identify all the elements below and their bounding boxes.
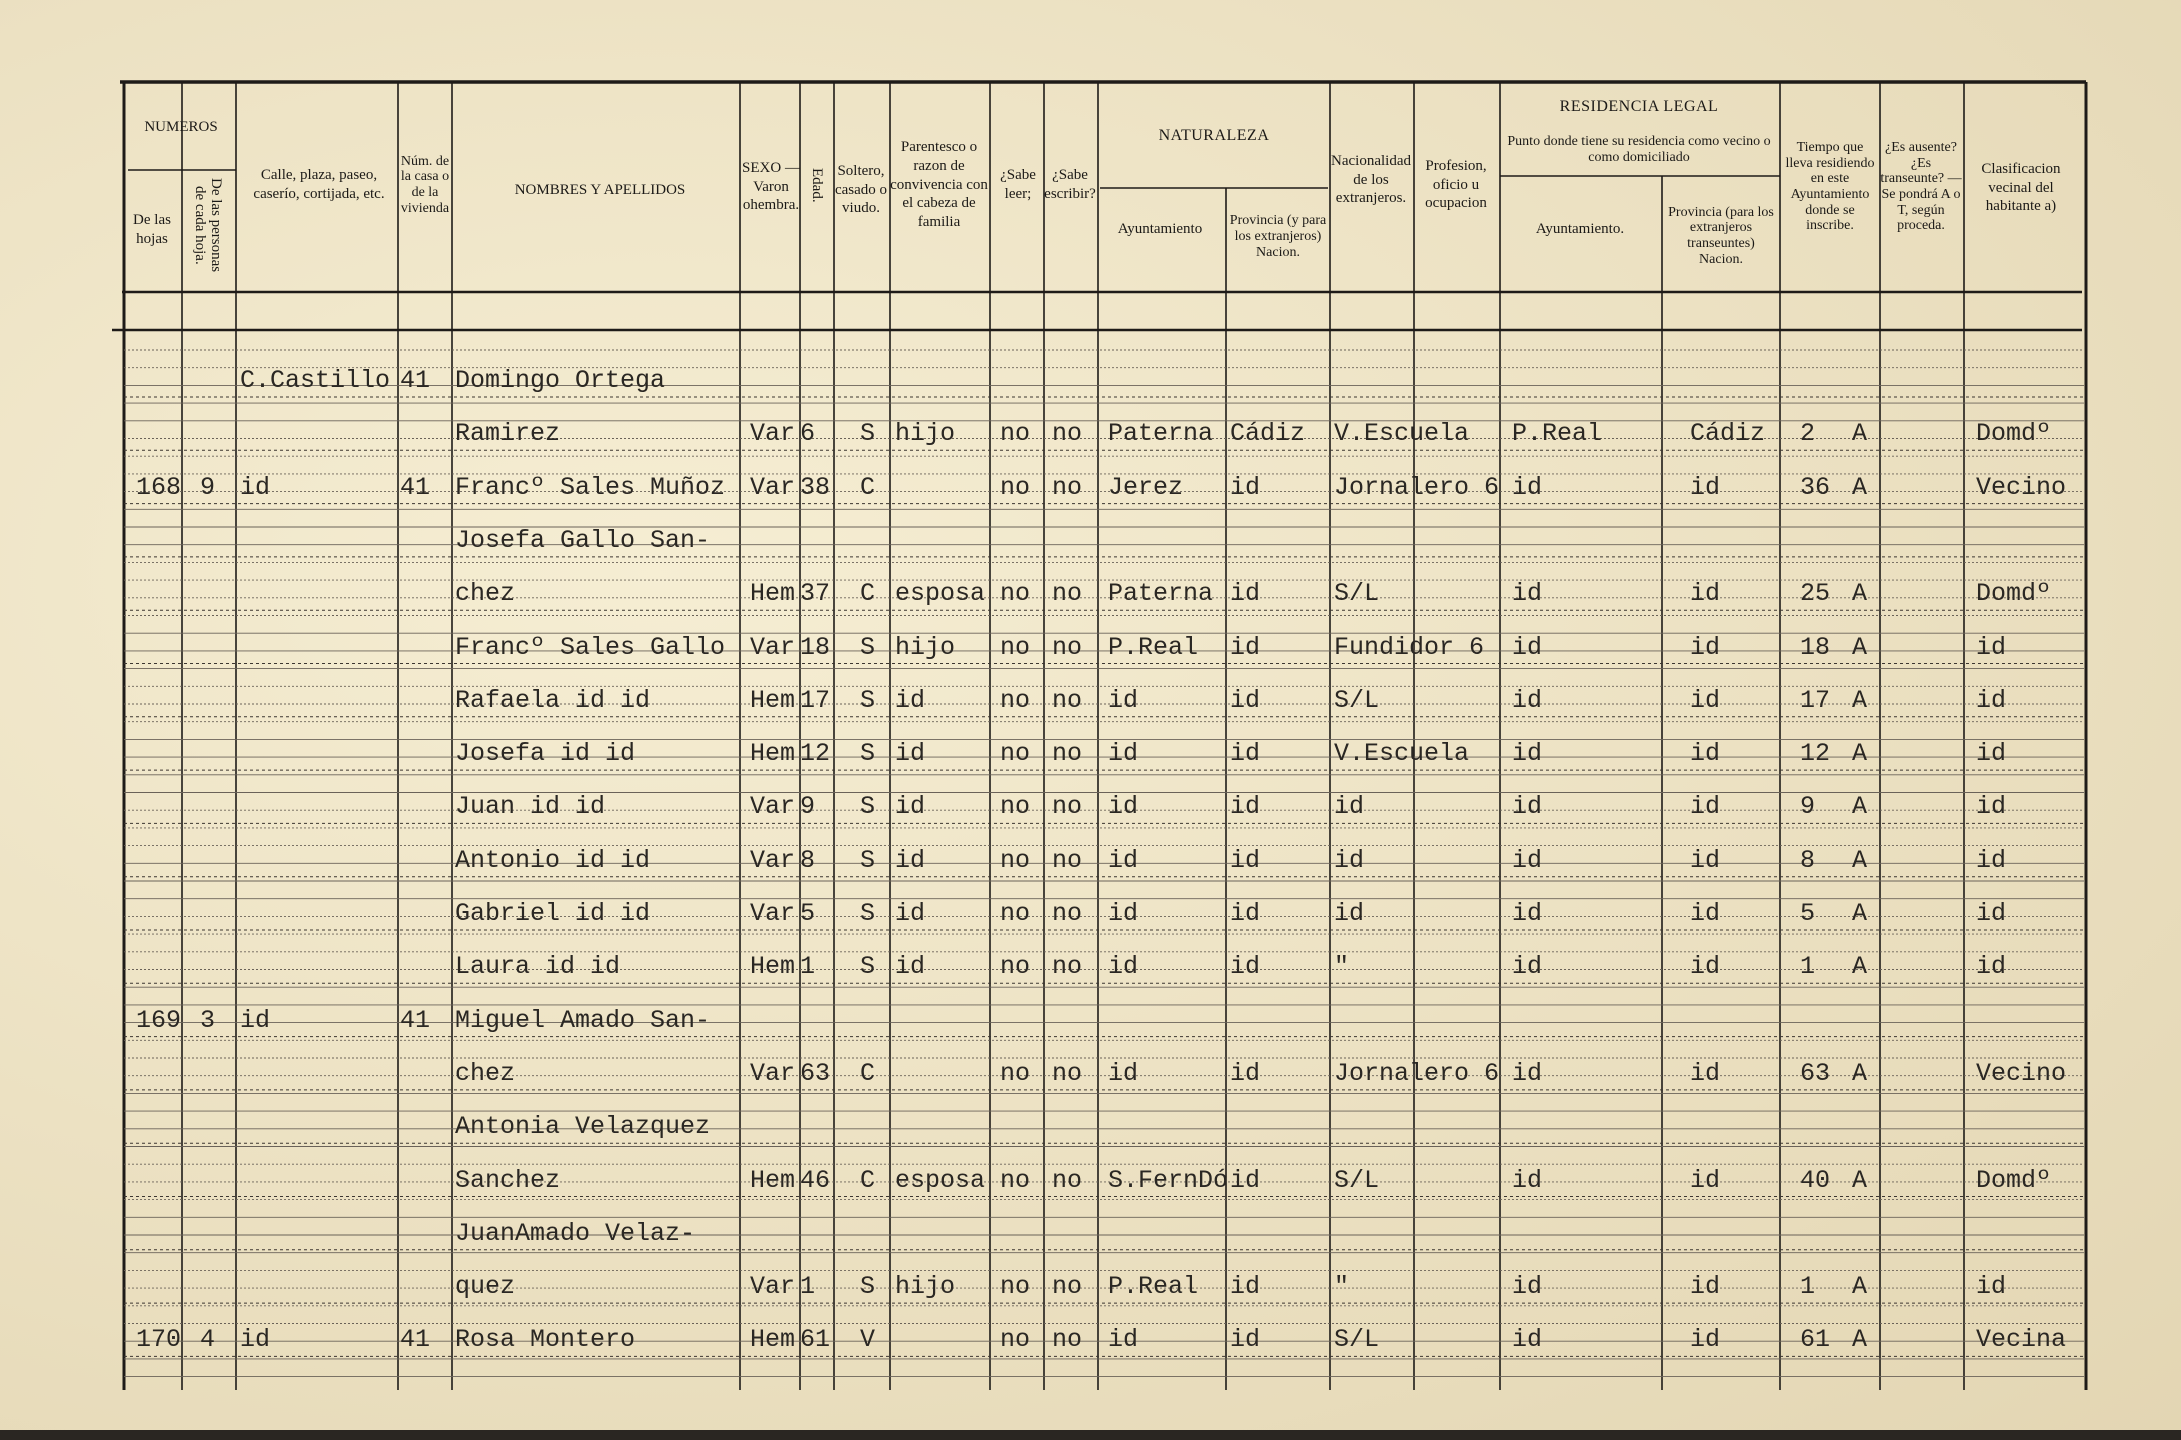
cell-num: 41 <box>400 1325 431 1355</box>
cell-edad: 46 <box>800 1165 831 1195</box>
cell-estado: V <box>860 1325 876 1355</box>
cell-res_prov: id <box>1690 792 1721 822</box>
cell-escribir: no <box>1052 739 1083 769</box>
cell-res_ayto: id <box>1512 739 1543 769</box>
cell-nat_prov: Cádiz <box>1230 419 1306 449</box>
cell-tiempo: 1 <box>1800 952 1816 982</box>
cell-edad: 12 <box>800 739 831 769</box>
cell-nombre: Josefa Gallo San- <box>455 525 711 555</box>
cell-parentesco: id <box>895 685 926 715</box>
cell-edad: 37 <box>800 579 831 609</box>
header-residencia-sub: Punto donde tiene su residencia como vecino o como domiciliado <box>1507 134 1771 165</box>
cell-res_ayto: id <box>1512 472 1543 502</box>
cell-profesion: Jornalero 6 <box>1334 472 1500 502</box>
header-ausente: ¿Es ausente? ¿Es transeunte? — Se pondrá A o T, según proceda. <box>1880 139 1962 234</box>
cell-nat_prov: id <box>1230 1325 1261 1355</box>
cell-parentesco: id <box>895 792 926 822</box>
cell-profesion: S/L <box>1334 579 1380 609</box>
header-sabe-escribir: ¿Sabe escribir? <box>1044 167 1096 202</box>
cell-nat_ayto: P.Real <box>1108 1272 1199 1302</box>
cell-clasif: id <box>1976 685 2007 715</box>
cell-leer: no <box>1000 792 1031 822</box>
cell-res_ayto: id <box>1512 1325 1543 1355</box>
cell-nat_prov: id <box>1230 952 1261 982</box>
cell-nat_ayto: id <box>1108 1325 1139 1355</box>
cell-nombre: quez <box>455 1272 516 1302</box>
cell-profesion: id <box>1334 845 1365 875</box>
cell-clasif: id <box>1976 792 2007 822</box>
cell-sexo: Var <box>750 792 796 822</box>
cell-sexo: Hem <box>750 1325 796 1355</box>
cell-ausente: A <box>1852 845 1868 875</box>
cell-profesion: S/L <box>1334 1325 1380 1355</box>
cell-sexo: Var <box>750 899 796 928</box>
cell-leer: no <box>1000 1272 1031 1302</box>
cell-res_prov: id <box>1690 952 1721 982</box>
cell-res_prov: id <box>1690 1165 1721 1195</box>
cell-clasif: Domdº <box>1976 419 2052 449</box>
header-tiempo: Tiempo que lleva residiendo en este Ayuntamiento donde se inscribe. <box>1785 139 1875 234</box>
cell-ausente: A <box>1852 739 1868 769</box>
cell-res_ayto: id <box>1512 952 1543 982</box>
cell-parentesco: esposa <box>895 1165 986 1195</box>
cell-estado: C <box>860 472 876 502</box>
cell-estado: S <box>860 899 876 928</box>
cell-leer: no <box>1000 1058 1031 1088</box>
cell-res_prov: id <box>1690 472 1721 502</box>
cell-escribir: no <box>1052 899 1083 928</box>
cell-calle: C.Castillo <box>240 366 391 395</box>
cell-nombre: Juan id id <box>455 792 606 822</box>
header-nat-ayuntamiento: Ayuntamiento <box>1117 220 1203 237</box>
cell-res_prov: id <box>1690 899 1721 928</box>
cell-parentesco: hijo <box>895 419 956 449</box>
cell-leer: no <box>1000 952 1031 982</box>
cell-nat_prov: id <box>1230 472 1261 502</box>
cell-res_prov: id <box>1690 845 1721 875</box>
cell-res_ayto: id <box>1512 792 1543 822</box>
cell-estado: S <box>860 685 876 715</box>
cell-calle: id <box>240 472 271 502</box>
cell-leer: no <box>1000 419 1031 449</box>
cell-nat_ayto: P.Real <box>1108 632 1199 662</box>
header-sabe-leer: ¿Sabe leer; <box>1000 167 1036 202</box>
cell-nat_prov: id <box>1230 685 1261 715</box>
cell-ausente: A <box>1852 472 1868 502</box>
cell-sexo: Var <box>750 845 796 875</box>
cell-sexo: Var <box>750 632 796 662</box>
cell-parentesco: esposa <box>895 579 986 609</box>
cell-nat_prov: id <box>1230 1058 1261 1088</box>
cell-nat_ayto: id <box>1108 739 1139 769</box>
cell-res_prov: Cádiz <box>1690 419 1766 449</box>
cell-clasif: Vecina <box>1976 1325 2067 1355</box>
cell-leer: no <box>1000 685 1031 715</box>
header-res-provincia: Provincia (para los extranjeros transeuntes) Nacion. <box>1668 204 1774 267</box>
cell-ausente: A <box>1852 792 1868 822</box>
header-parentesco: Parentesco o razon de convivencia con el cabeza de familia <box>890 139 988 231</box>
cell-sexo: Var <box>750 419 796 449</box>
cell-estado: S <box>860 419 876 449</box>
cell-estado: S <box>860 792 876 822</box>
cell-profesion: V.Escuela <box>1334 419 1470 449</box>
cell-ausente: A <box>1852 419 1868 449</box>
cell-leer: no <box>1000 899 1031 928</box>
cell-nat_prov: id <box>1230 632 1261 662</box>
cell-pers: 3 <box>200 1005 216 1035</box>
cell-res_ayto: id <box>1512 899 1543 928</box>
cell-clasif: Vecino <box>1976 1058 2067 1088</box>
header-naturaleza: NATURALEZA <box>1158 127 1270 144</box>
cell-escribir: no <box>1052 1272 1083 1302</box>
cell-escribir: no <box>1052 952 1083 982</box>
cell-tiempo: 25 <box>1800 579 1831 609</box>
header-calle: Calle, plaza, paseo, caserío, cortijada, etc. <box>253 167 385 202</box>
cell-nombre: Laura id id <box>455 952 621 982</box>
cell-ausente: A <box>1852 1272 1868 1302</box>
cell-nombre: Francº Sales Gallo <box>455 632 726 662</box>
cell-nombre: Sanchez <box>455 1165 561 1195</box>
cell-parentesco: hijo <box>895 1272 956 1302</box>
cell-edad: 5 <box>800 899 816 928</box>
cell-clasif: id <box>1976 899 2007 928</box>
cell-nat_prov: id <box>1230 1165 1261 1195</box>
cell-nat_prov: id <box>1230 579 1261 609</box>
cell-ausente: A <box>1852 579 1868 609</box>
cell-sexo: Var <box>750 472 796 502</box>
cell-nat_ayto: id <box>1108 685 1139 715</box>
cell-nat_prov: id <box>1230 1272 1261 1302</box>
cell-profesion: S/L <box>1334 1165 1380 1195</box>
cell-parentesco: hijo <box>895 632 956 662</box>
cell-clasif: Domdº <box>1976 579 2052 609</box>
cell-parentesco: id <box>895 739 926 769</box>
cell-hoja: 168 <box>136 472 182 502</box>
cell-nat_prov: id <box>1230 899 1261 928</box>
cell-res_prov: id <box>1690 739 1721 769</box>
cell-sexo: Hem <box>750 579 796 609</box>
cell-res_prov: id <box>1690 1272 1721 1302</box>
cell-profesion: S/L <box>1334 685 1380 715</box>
cell-profesion: Fundidor 6 <box>1334 632 1485 662</box>
cell-escribir: no <box>1052 792 1083 822</box>
cell-ausente: A <box>1852 952 1868 982</box>
header-clasificacion: Clasificacion vecinal del habitante a) <box>1981 160 2061 215</box>
cell-nat_prov: id <box>1230 792 1261 822</box>
cell-tiempo: 61 <box>1800 1325 1831 1355</box>
cell-hoja: 170 <box>136 1325 182 1355</box>
header-profesion: Profesion, oficio u ocupacion <box>1425 157 1487 212</box>
cell-num: 41 <box>400 1005 431 1035</box>
header-nombres: NOMBRES Y APELLIDOS <box>514 181 686 198</box>
cell-clasif: Vecino <box>1976 472 2067 502</box>
cell-pers: 4 <box>200 1325 216 1355</box>
cell-nombre: Francº Sales Muñoz <box>455 472 726 502</box>
cell-res_ayto: id <box>1512 632 1543 662</box>
cell-tiempo: 18 <box>1800 632 1831 662</box>
cell-ausente: A <box>1852 1058 1868 1088</box>
cell-leer: no <box>1000 1165 1031 1195</box>
cell-nombre: Rosa Montero <box>455 1325 636 1355</box>
header-res-ayuntamiento: Ayuntamiento. <box>1535 220 1625 237</box>
cell-parentesco: id <box>895 952 926 982</box>
cell-nombre: Gabriel id id <box>455 899 651 928</box>
cell-res_ayto: id <box>1512 1058 1543 1088</box>
cell-edad: 8 <box>800 845 816 875</box>
cell-tiempo: 2 <box>1800 419 1816 449</box>
header-residencia: RESIDENCIA LEGAL <box>1559 98 1719 115</box>
cell-estado: S <box>860 845 876 875</box>
header-de-las-personas: De las personas de cada hoja. <box>192 177 224 273</box>
cell-nat_ayto: id <box>1108 899 1139 928</box>
cell-estado: S <box>860 739 876 769</box>
cell-escribir: no <box>1052 632 1083 662</box>
cell-nat_prov: id <box>1230 845 1261 875</box>
cell-pers: 9 <box>200 472 216 502</box>
cell-nombre: Antonio id id <box>455 845 651 875</box>
cell-escribir: no <box>1052 845 1083 875</box>
cell-edad: 38 <box>800 472 831 502</box>
cell-estado: S <box>860 952 876 982</box>
cell-sexo: Var <box>750 1272 796 1302</box>
cell-num: 41 <box>400 472 431 502</box>
header-num-casa: Núm. de la casa o de la vivienda <box>400 153 450 216</box>
cell-nat_ayto: Paterna <box>1108 419 1214 449</box>
cell-res_prov: id <box>1690 632 1721 662</box>
cell-leer: no <box>1000 632 1031 662</box>
cell-escribir: no <box>1052 1325 1083 1355</box>
cell-edad: 9 <box>800 792 816 822</box>
cell-res_prov: id <box>1690 1325 1721 1355</box>
cell-leer: no <box>1000 1325 1031 1355</box>
cell-clasif: id <box>1976 632 2007 662</box>
cell-profesion: V.Escuela <box>1334 739 1470 769</box>
header-nacionalidad: Nacionalidad de los extranjeros. <box>1331 152 1411 207</box>
cell-nat_ayto: Jerez <box>1108 472 1184 502</box>
cell-estado: S <box>860 632 876 662</box>
cell-nat_ayto: id <box>1108 792 1139 822</box>
cell-estado: C <box>860 1165 876 1195</box>
cell-tiempo: 12 <box>1800 739 1831 769</box>
cell-res_ayto: id <box>1512 685 1543 715</box>
cell-leer: no <box>1000 845 1031 875</box>
cell-sexo: Var <box>750 1058 796 1088</box>
cell-res_prov: id <box>1690 685 1721 715</box>
cell-estado: S <box>860 1272 876 1302</box>
cell-sexo: Hem <box>750 739 796 769</box>
cell-nombre: Rafaela id id <box>455 685 651 715</box>
cell-parentesco: id <box>895 845 926 875</box>
cell-nat_ayto: S.FernDó <box>1108 1165 1229 1195</box>
cell-leer: no <box>1000 472 1031 502</box>
cell-tiempo: 17 <box>1800 685 1831 715</box>
cell-profesion: id <box>1334 792 1365 822</box>
header-numeros: NUMEROS <box>144 118 218 135</box>
header-sexo: SEXO — Varon ohembra. <box>742 159 800 214</box>
cell-num: 41 <box>400 366 431 395</box>
cell-profesion: " <box>1334 952 1350 982</box>
cell-leer: no <box>1000 739 1031 769</box>
cell-nombre: JuanAmado Velaz- <box>455 1218 696 1248</box>
cell-sexo: Hem <box>750 1165 796 1195</box>
cell-ausente: A <box>1852 899 1868 928</box>
cell-res_ayto: id <box>1512 579 1543 609</box>
cell-hoja: 169 <box>136 1005 182 1035</box>
cell-escribir: no <box>1052 1165 1083 1195</box>
cell-edad: 1 <box>800 952 816 982</box>
cell-calle: id <box>240 1325 271 1355</box>
cell-nombre: Ramirez <box>455 419 561 449</box>
cell-clasif: id <box>1976 952 2007 982</box>
cell-escribir: no <box>1052 1058 1083 1088</box>
cell-res_prov: id <box>1690 579 1721 609</box>
cell-nat_ayto: id <box>1108 1058 1139 1088</box>
cell-profesion: Jornalero 6 <box>1334 1058 1500 1088</box>
cell-estado: C <box>860 1058 876 1088</box>
cell-res_ayto: id <box>1512 845 1543 875</box>
cell-escribir: no <box>1052 685 1083 715</box>
cell-leer: no <box>1000 579 1031 609</box>
cell-escribir: no <box>1052 419 1083 449</box>
cell-tiempo: 40 <box>1800 1165 1831 1195</box>
cell-estado: C <box>860 579 876 609</box>
header-nat-provincia: Provincia (y para los extranjeros) Nacion. <box>1229 213 1327 260</box>
cell-nombre: chez <box>455 1058 516 1088</box>
cell-ausente: A <box>1852 1325 1868 1355</box>
cell-tiempo: 9 <box>1800 792 1816 822</box>
cell-nombre: Josefa id id <box>455 739 636 769</box>
cell-res_ayto: id <box>1512 1272 1543 1302</box>
cell-ausente: A <box>1852 685 1868 715</box>
cell-edad: 1 <box>800 1272 816 1302</box>
cell-clasif: Domdº <box>1976 1165 2052 1195</box>
header-edad: Edad. <box>808 167 825 203</box>
cell-edad: 18 <box>800 632 831 662</box>
cell-edad: 6 <box>800 419 816 449</box>
cell-nombre: Domingo Ortega <box>455 366 666 395</box>
cell-clasif: id <box>1976 1272 2007 1302</box>
cell-edad: 61 <box>800 1325 831 1355</box>
cell-tiempo: 63 <box>1800 1058 1831 1088</box>
cell-nat_ayto: Paterna <box>1108 579 1214 609</box>
cell-clasif: id <box>1976 845 2007 875</box>
cell-tiempo: 1 <box>1800 1272 1816 1302</box>
cell-ausente: A <box>1852 1165 1868 1195</box>
cell-nombre: chez <box>455 579 516 609</box>
cell-escribir: no <box>1052 579 1083 609</box>
cell-sexo: Hem <box>750 685 796 715</box>
cell-res_prov: id <box>1690 1058 1721 1088</box>
cell-clasif: id <box>1976 739 2007 769</box>
cell-ausente: A <box>1852 632 1868 662</box>
cell-parentesco: id <box>895 899 926 928</box>
cell-nombre: Antonia Velazquez <box>455 1112 711 1142</box>
cell-nat_ayto: id <box>1108 952 1139 982</box>
cell-nat_ayto: id <box>1108 845 1139 875</box>
cell-profesion: id <box>1334 899 1365 928</box>
header-soltero: Soltero, casado o viudo. <box>834 162 888 217</box>
cell-tiempo: 36 <box>1800 472 1831 502</box>
header-de-las-hojas: De las hojas <box>133 212 171 247</box>
cell-res_ayto: P.Real <box>1512 419 1603 449</box>
cell-profesion: " <box>1334 1272 1350 1302</box>
cell-tiempo: 8 <box>1800 845 1816 875</box>
cell-edad: 63 <box>800 1058 831 1088</box>
cell-nombre: Miguel Amado San- <box>455 1005 711 1035</box>
cell-sexo: Hem <box>750 952 796 982</box>
cell-res_ayto: id <box>1512 1165 1543 1195</box>
cell-tiempo: 5 <box>1800 899 1816 928</box>
cell-edad: 17 <box>800 685 831 715</box>
cell-nat_prov: id <box>1230 739 1261 769</box>
cell-calle: id <box>240 1005 271 1035</box>
cell-escribir: no <box>1052 472 1083 502</box>
